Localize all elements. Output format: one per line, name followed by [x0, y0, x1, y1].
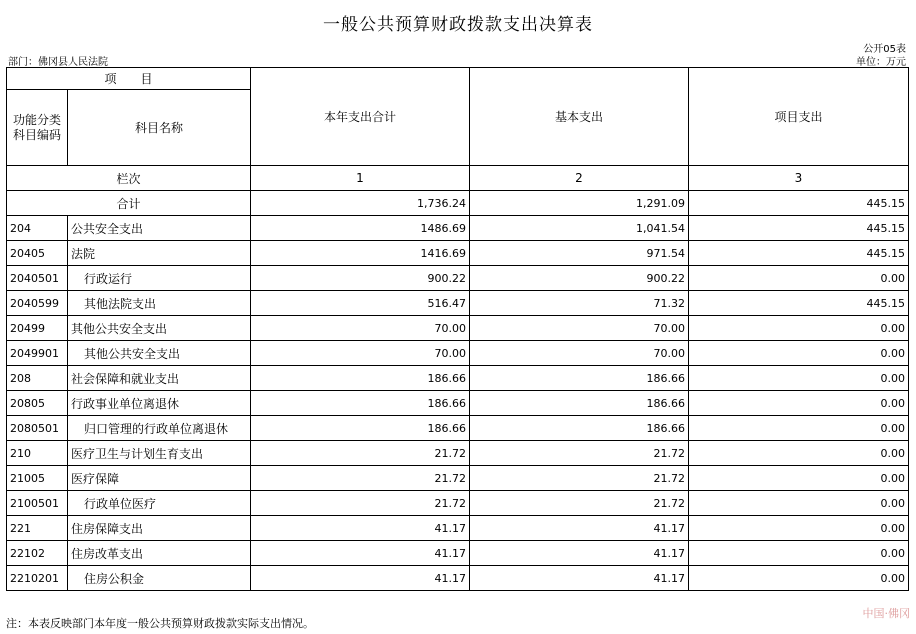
unit-label: 单位：万元: [856, 57, 906, 68]
row-total: 41.17: [251, 516, 470, 541]
table-row: [7, 416, 909, 441]
row-total: 900.22: [251, 266, 470, 291]
row-total: 516.47: [251, 291, 470, 316]
row-basic: 41.17: [470, 541, 689, 566]
row-basic: 900.22: [470, 266, 689, 291]
row-project: 0.00: [689, 566, 909, 591]
total-project: 445.15: [689, 191, 909, 216]
table-row: [7, 466, 909, 491]
row-basic: 70.00: [470, 341, 689, 366]
row-project: 0.00: [689, 416, 909, 441]
table-row: [7, 516, 909, 541]
row-basic: 41.17: [470, 516, 689, 541]
row-name: 住房保障支出: [68, 516, 251, 541]
row-code: 2080501: [7, 416, 68, 441]
row-basic: 186.66: [470, 391, 689, 416]
row-name: 社会保障和就业支出: [68, 366, 251, 391]
row-total: 41.17: [251, 541, 470, 566]
row-name: 住房公积金: [68, 566, 251, 591]
header-basic: 基本支出: [470, 68, 689, 166]
row-basic: 186.66: [470, 366, 689, 391]
row-project: 0.00: [689, 316, 909, 341]
row-name: 医疗保障: [68, 466, 251, 491]
row-name: 其他法院支出: [68, 291, 251, 316]
report-title: 一般公共预算财政拨款支出决算表: [323, 15, 593, 35]
total-row: [7, 191, 909, 216]
total-basic: 1,291.09: [470, 191, 689, 216]
row-code: 210: [7, 441, 68, 466]
header-item: 项 目: [7, 68, 251, 90]
row-project: 0.00: [689, 366, 909, 391]
watermark-logo: 中国·佛冈: [862, 607, 910, 620]
footnote: 注：本表反映部门本年度一般公共预算财政拨款实际支出情况。: [6, 617, 314, 630]
table-row: [7, 341, 909, 366]
header-total: 本年支出合计: [251, 68, 470, 166]
index-3: 3: [689, 166, 909, 191]
row-total: 70.00: [251, 316, 470, 341]
row-code: 2100501: [7, 491, 68, 516]
header-project: 项目支出: [689, 68, 909, 166]
row-project: 0.00: [689, 341, 909, 366]
row-total: 186.66: [251, 416, 470, 441]
row-total: 41.17: [251, 566, 470, 591]
table-row: [7, 491, 909, 516]
row-total: 1486.69: [251, 216, 470, 241]
header-func-code-line1: 功能分类: [12, 112, 61, 127]
row-project: 445.15: [689, 216, 909, 241]
index-row: [7, 166, 909, 191]
row-name: 行政单位医疗: [68, 491, 251, 516]
row-name: 公共安全支出: [68, 216, 251, 241]
row-code: 208: [7, 366, 68, 391]
table-row: [7, 241, 909, 266]
table-row: [7, 316, 909, 341]
row-code: 21005: [7, 466, 68, 491]
table-row: [7, 566, 909, 591]
row-basic: 71.32: [470, 291, 689, 316]
row-name: 其他公共安全支出: [68, 341, 251, 366]
index-1: 1: [251, 166, 470, 191]
row-name: 行政运行: [68, 266, 251, 291]
table-row: [7, 391, 909, 416]
row-total: 70.00: [251, 341, 470, 366]
row-total: 1416.69: [251, 241, 470, 266]
row-name: 行政事业单位离退休: [68, 391, 251, 416]
row-code: 20499: [7, 316, 68, 341]
row-code: 22102: [7, 541, 68, 566]
row-basic: 186.66: [470, 416, 689, 441]
form-number: 公开05表: [863, 44, 906, 55]
table-row: [7, 366, 909, 391]
table-row: [7, 441, 909, 466]
row-basic: 21.72: [470, 466, 689, 491]
row-project: 0.00: [689, 441, 909, 466]
row-code: 2049901: [7, 341, 68, 366]
row-name: 其他公共安全支出: [68, 316, 251, 341]
header-func-code: [7, 90, 68, 166]
expenditure-table: [6, 67, 909, 591]
index-label: 栏次: [7, 166, 251, 191]
row-total: 21.72: [251, 441, 470, 466]
row-code: 204: [7, 216, 68, 241]
row-basic: 1,041.54: [470, 216, 689, 241]
row-project: 0.00: [689, 491, 909, 516]
header-subject-name: 科目名称: [68, 90, 251, 166]
row-project: 0.00: [689, 466, 909, 491]
row-project: 445.15: [689, 291, 909, 316]
index-2: 2: [470, 166, 689, 191]
row-basic: 70.00: [470, 316, 689, 341]
table-row: [7, 266, 909, 291]
row-name: 归口管理的行政单位离退休: [68, 416, 251, 441]
row-total: 21.72: [251, 491, 470, 516]
row-project: 0.00: [689, 541, 909, 566]
row-project: 0.00: [689, 516, 909, 541]
row-project: 0.00: [689, 391, 909, 416]
table-row: [7, 291, 909, 316]
row-code: 2040599: [7, 291, 68, 316]
row-code: 2040501: [7, 266, 68, 291]
row-basic: 21.72: [470, 491, 689, 516]
row-name: 住房改革支出: [68, 541, 251, 566]
row-project: 0.00: [689, 266, 909, 291]
row-name: 医疗卫生与计划生育支出: [68, 441, 251, 466]
row-total: 21.72: [251, 466, 470, 491]
total-label: 合计: [7, 191, 251, 216]
row-code: 2210201: [7, 566, 68, 591]
header-row-item: [7, 68, 909, 90]
row-basic: 971.54: [470, 241, 689, 266]
row-total: 186.66: [251, 366, 470, 391]
header-func-code-line2: 科目编码: [12, 127, 61, 142]
row-basic: 21.72: [470, 441, 689, 466]
row-total: 186.66: [251, 391, 470, 416]
row-basic: 41.17: [470, 566, 689, 591]
table-row: [7, 216, 909, 241]
row-name: 法院: [68, 241, 251, 266]
row-project: 445.15: [689, 241, 909, 266]
department-label: 部门：佛冈县人民法院: [8, 57, 108, 68]
row-code: 221: [7, 516, 68, 541]
row-code: 20405: [7, 241, 68, 266]
table-row: [7, 541, 909, 566]
row-code: 20805: [7, 391, 68, 416]
total-total: 1,736.24: [251, 191, 470, 216]
